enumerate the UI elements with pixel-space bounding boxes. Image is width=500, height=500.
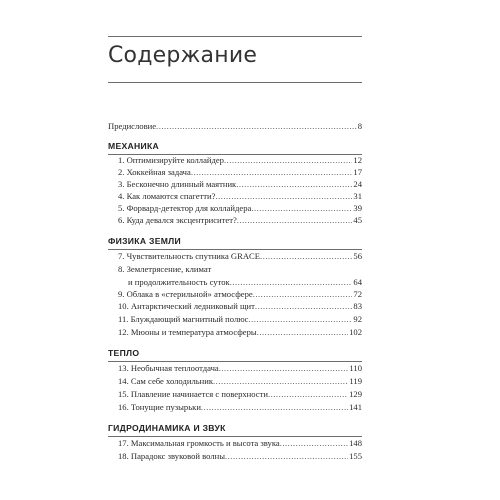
toc-entry-page: 39 [353,203,362,213]
toc-entry-page: 102 [349,327,362,337]
toc-entry-continuation[interactable] [108,276,362,288]
toc-leader [257,326,348,338]
toc-leader [260,250,352,262]
toc-entry-page: 64 [353,277,362,287]
toc-entry-title: 17. Максимальная громкость и высота звука [118,438,280,448]
toc-entry-page: 129 [349,389,362,399]
toc-entry-page: 110 [349,363,362,373]
toc-entry-page: 31 [353,191,362,201]
toc-entry[interactable] [108,263,362,275]
toc-leader [224,154,352,166]
section-heading: ТЕПЛО [108,348,140,358]
toc-section-earth-physics [108,236,362,250]
toc-entry-page: 148 [349,438,362,448]
toc-entry-page: 45 [353,215,362,225]
toc-page [108,0,362,500]
toc-entry-title: 4. Как ломаются спагетти? [118,191,216,201]
toc-leader [156,120,357,132]
toc-entry[interactable] [108,437,362,449]
toc-entry-title: 2. Хоккейная задача [118,167,191,177]
toc-entry[interactable] [108,401,362,413]
toc-leader [230,276,353,288]
toc-leader [219,362,349,374]
toc-entry-page: 8 [357,121,362,131]
top-rule [108,36,362,37]
toc-entry-page: 17 [353,167,362,177]
toc-entry[interactable] [108,313,362,325]
toc-entry-title: 15. Плавление начинается с поверхности [118,389,268,399]
toc-entry[interactable] [108,154,362,166]
toc-section-heat [108,348,362,362]
toc-entry-page: 12 [353,155,362,165]
toc-entry[interactable] [108,214,362,226]
toc-entry-title: 10. Антарктический ледниковый щит [118,301,255,311]
toc-section-hydrodynamics-sound [108,423,362,437]
section-heading: ФИЗИКА ЗЕМЛИ [108,236,181,246]
toc-entry-title: 14. Сам себе холодильник [118,376,214,386]
toc-entry-title: Предисловие [108,121,157,131]
toc-entry-title: 5. Форвард-детектор для коллайдера [118,203,252,213]
title-rule [108,82,362,83]
toc-entry-title: 16. Тонущие пузырьки [118,402,201,412]
toc-entry[interactable] [108,450,362,462]
toc-leader [268,388,348,400]
toc-leader [255,300,352,312]
toc-leader [191,166,353,178]
toc-entry-title: 11. Блуждающий магнитный полюс [118,314,249,324]
toc-entry-title: 3. Бесконечно длинный маятник [118,179,237,189]
toc-leader [280,437,348,449]
toc-entry[interactable] [108,375,362,387]
toc-leader [237,214,353,226]
toc-entry-title: 9. Облака в «стерильной» атмосфере [118,289,253,299]
toc-entry-page: 72 [353,289,362,299]
toc-entry[interactable] [108,288,362,300]
toc-entry-title: 13. Необычная теплоотдача [118,363,219,373]
toc-leader [253,288,353,300]
toc-entry-page: 56 [353,251,362,261]
section-heading: МЕХАНИКА [108,141,160,151]
toc-entry-title: 1. Оптимизируйте коллайдер [118,155,224,165]
toc-entry-page: 92 [353,314,362,324]
toc-entry[interactable] [108,166,362,178]
toc-entry-preface[interactable] [108,120,362,132]
toc-leader [215,190,352,202]
toc-leader [248,313,352,325]
toc-entry-title: 7. Чувствительность спутника GRACE [118,251,261,261]
toc-entry-title: 6. Куда девался эксцентриситет? [118,215,237,225]
toc-entry[interactable] [108,190,362,202]
toc-entry-page: 155 [349,451,362,461]
toc-entry[interactable] [108,202,362,214]
toc-entry-title: и продолжительность суток [128,277,230,287]
toc-entry[interactable] [108,388,362,400]
toc-entry[interactable] [108,362,362,374]
toc-entry-title: 8. Землетрясение, климат [118,264,212,274]
toc-section-mechanics [108,141,362,155]
toc-leader [225,450,348,462]
toc-entry[interactable] [108,300,362,312]
toc-entry-page: 24 [353,179,362,189]
toc-entry[interactable] [108,326,362,338]
toc-leader [201,401,348,413]
toc-leader [251,202,352,214]
toc-entry[interactable] [108,250,362,262]
toc-leader [213,375,348,387]
toc-entry-page: 83 [353,301,362,311]
section-heading: ГИДРОДИНАМИКА И ЗВУК [108,423,226,433]
toc-entry-title: 18. Парадокс звуковой волны [118,451,225,461]
toc-leader [236,178,352,190]
toc-entry[interactable] [108,178,362,190]
toc-entry-page: 141 [349,402,362,412]
page-title: Содержание [108,43,258,68]
toc-entry-title: 12. Мюоны и температура атмосферы [118,327,257,337]
toc-entry-page: 119 [349,376,362,386]
